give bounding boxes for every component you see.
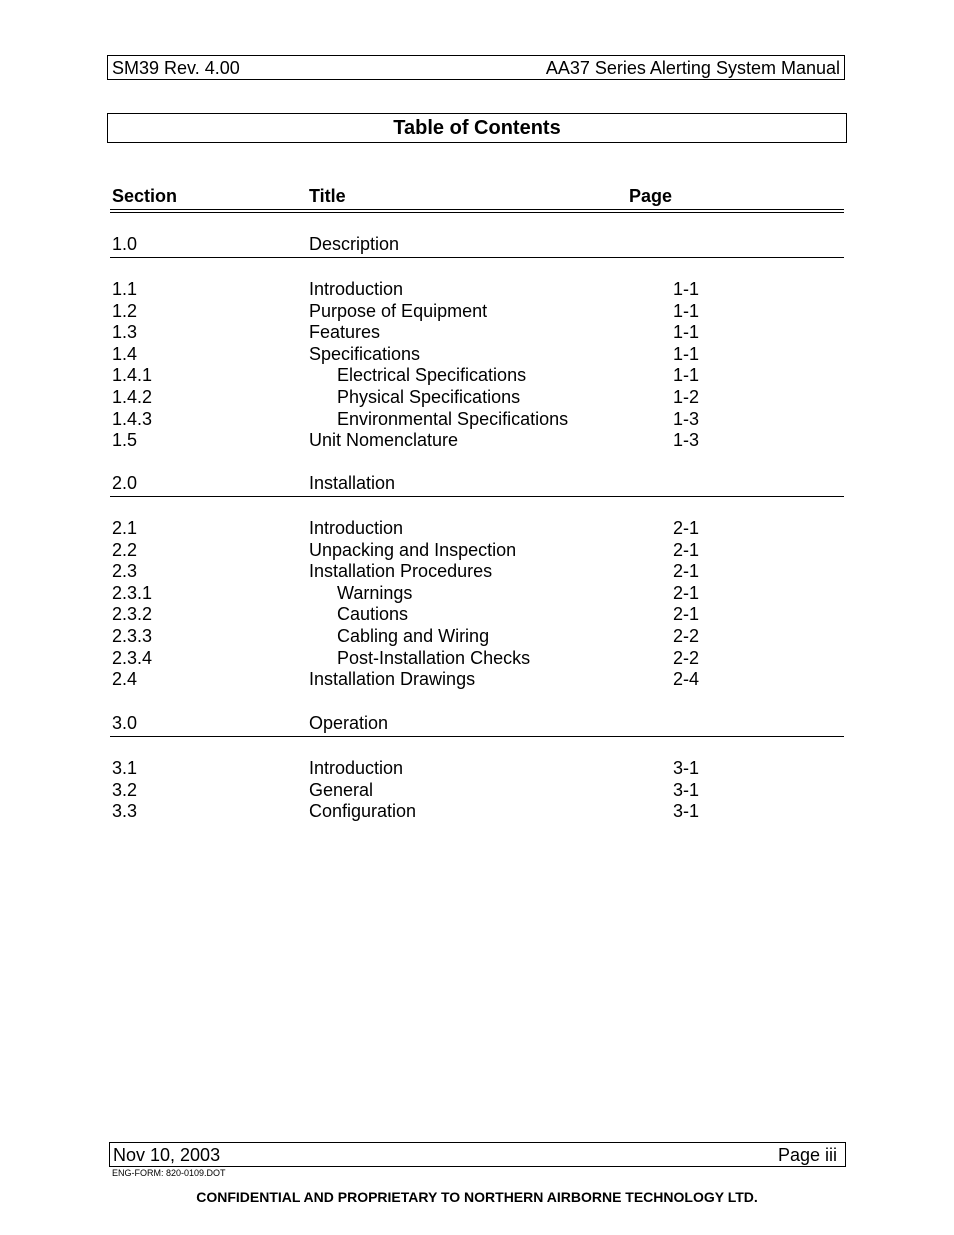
toc-entry-section: 1.3 — [112, 322, 138, 343]
toc-entry-title: Installation Procedures — [309, 561, 493, 582]
toc-section-title: Description — [309, 234, 400, 254]
toc-entry-section: 2.3.3 — [112, 626, 153, 646]
toc-entry-section: 3.2 — [112, 779, 138, 800]
footer-page-number: Page iii — [777, 1145, 837, 1165]
toc-entry-page: 2-1 — [673, 582, 700, 603]
toc-entry-section: 3.1 — [112, 758, 138, 778]
toc-entry-title: Introduction — [309, 279, 404, 299]
toc-entry-page: 2-1 — [673, 518, 700, 538]
toc-entry-page: 3-1 — [673, 779, 700, 800]
toc-section-number: 2.0 — [112, 473, 138, 493]
group-divider — [110, 736, 844, 737]
toc-entry-title: Purpose of Equipment — [309, 300, 488, 321]
toc-entry-section: 3.3 — [112, 801, 138, 822]
toc-entry — [0, 758, 954, 780]
toc-entry-section: 1.5 — [112, 430, 138, 451]
toc-entry-page: 1-1 — [673, 343, 700, 364]
toc-entry-title: Configuration — [309, 801, 417, 822]
toc-entry — [0, 387, 954, 409]
form-code: ENG-FORM: 820-0109.DOT — [112, 1168, 226, 1178]
toc-entry-title: Introduction — [309, 518, 404, 538]
toc-entry-title: Specifications — [309, 343, 421, 364]
document-id: SM39 Rev. 4.00 — [112, 58, 240, 78]
toc-entry-title: Introduction — [309, 758, 404, 778]
toc-entry-page: 3-1 — [673, 758, 700, 778]
toc-group-heading — [0, 473, 954, 495]
toc-entry-title: Unit Nomenclature — [309, 430, 459, 451]
toc-entry-page: 2-4 — [673, 669, 700, 690]
toc-entry-page: 2-2 — [673, 647, 700, 668]
toc-title: Table of Contents — [107, 113, 847, 143]
toc-entry-section: 2.2 — [112, 539, 138, 560]
column-header-page: Page — [629, 186, 673, 206]
toc-entry — [0, 279, 954, 301]
toc-entry — [0, 322, 954, 344]
document-title: AA37 Series Alerting System Manual — [545, 58, 840, 78]
page-header — [107, 55, 845, 80]
toc-entry-page: 1-2 — [673, 387, 700, 407]
toc-entry-page: 2-1 — [673, 561, 700, 582]
toc-entry-page: 1-1 — [673, 322, 700, 343]
toc-entry — [0, 561, 954, 583]
toc-entry-section: 2.3 — [112, 561, 138, 582]
toc-group-heading — [0, 713, 954, 735]
toc-entry-title: Cautions — [337, 604, 409, 625]
toc-entry — [0, 583, 954, 605]
toc-entry-page: 2-1 — [673, 604, 700, 625]
toc-entry-title: Cabling and Wiring — [337, 626, 490, 646]
toc-entry-page: 1-1 — [673, 300, 700, 321]
toc-entry — [0, 780, 954, 802]
confidentiality-notice: CONFIDENTIAL AND PROPRIETARY TO NORTHERN AIRBORNE TECHNOLOGY LTD. — [196, 1189, 758, 1205]
toc-entry-section: 1.4.3 — [112, 408, 153, 429]
toc-entry-title: Unpacking and Inspection — [309, 539, 517, 560]
toc-entry-title: Features — [309, 322, 381, 343]
toc-entry-page: 1-3 — [673, 430, 700, 451]
toc-section-title: Installation — [309, 473, 396, 493]
toc-entry-title: Environmental Specifications — [337, 408, 569, 429]
toc-entry — [0, 301, 954, 323]
toc-entry-title: Electrical Specifications — [337, 365, 527, 386]
toc-section-number: 3.0 — [112, 713, 138, 733]
footer-date: Nov 10, 2003 — [113, 1145, 221, 1165]
group-divider — [110, 496, 844, 497]
toc-entry-section: 1.2 — [112, 300, 138, 321]
toc-section-number: 1.0 — [112, 234, 138, 254]
toc-entry-section: 1.4.1 — [112, 365, 153, 386]
toc-group-heading — [0, 234, 954, 256]
group-divider — [110, 257, 844, 258]
toc-entry-title: Installation Drawings — [309, 669, 476, 690]
toc-entry — [0, 801, 954, 823]
column-header-section: Section — [112, 186, 178, 206]
toc-entry-page: 3-1 — [673, 801, 700, 822]
toc-section-title: Operation — [309, 713, 389, 733]
toc-entry-page: 1-1 — [673, 365, 700, 386]
toc-entry-title: Post-Installation Checks — [337, 647, 531, 668]
toc-entry-title: Warnings — [337, 582, 413, 603]
toc-entry — [0, 540, 954, 562]
toc-entry-page: 1-3 — [673, 408, 700, 429]
toc-entry — [0, 365, 954, 387]
toc-entry-section: 2.3.4 — [112, 647, 153, 668]
toc-entry-section: 2.4 — [112, 669, 138, 690]
toc-entry-section: 2.3.1 — [112, 582, 153, 603]
toc-entry-section: 2.3.2 — [112, 604, 153, 625]
toc-entry — [0, 430, 954, 452]
toc-entry — [0, 626, 954, 648]
toc-entry — [0, 648, 954, 670]
toc-entry-title: General — [309, 779, 374, 800]
toc-entry-section: 2.1 — [112, 518, 138, 538]
toc-entry-section: 1.1 — [112, 279, 138, 299]
toc-entry — [0, 518, 954, 540]
toc-entry-section: 1.4.2 — [112, 387, 153, 407]
toc-entry-section: 1.4 — [112, 343, 138, 364]
header-rule-top — [110, 209, 844, 210]
column-header-title: Title — [309, 186, 346, 206]
header-rule-bottom — [110, 212, 844, 213]
toc-entry-page: 2-2 — [673, 626, 700, 646]
toc-entry-page: 1-1 — [673, 279, 700, 299]
toc-entry — [0, 669, 954, 691]
toc-entry — [0, 344, 954, 366]
toc-entry-page: 2-1 — [673, 539, 700, 560]
toc-entry-title: Physical Specifications — [337, 387, 521, 407]
toc-entry — [0, 409, 954, 431]
toc-entry — [0, 604, 954, 626]
page-footer — [109, 1142, 846, 1167]
